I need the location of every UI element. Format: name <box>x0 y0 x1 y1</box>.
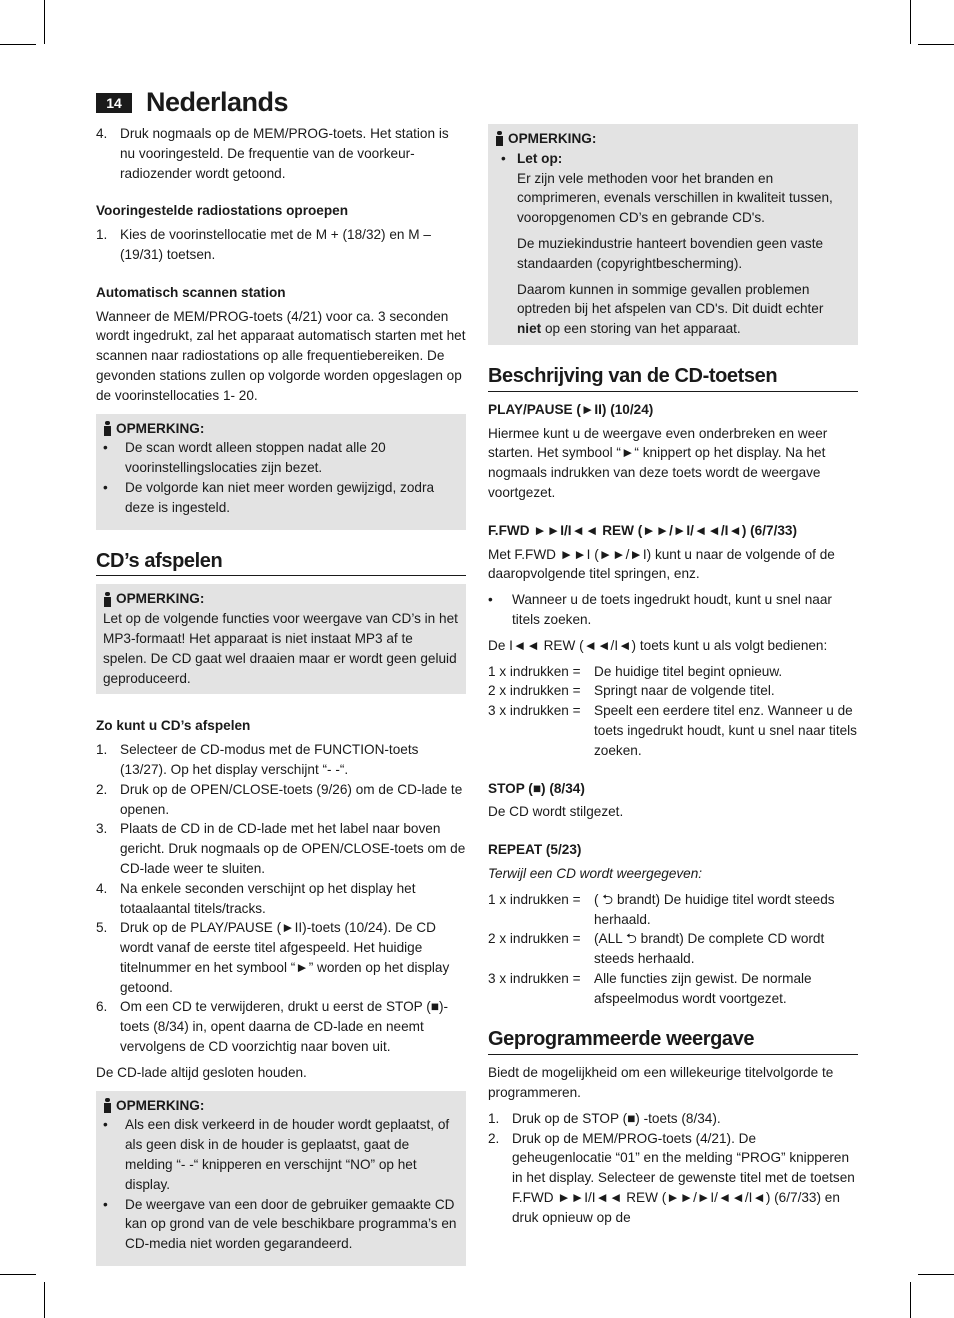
crop-mark <box>0 44 36 45</box>
note-paragraph: De muziekindustrie hanteert bovendien geen vaste standaarden (copyrightbescherming). <box>517 235 824 271</box>
crop-mark <box>44 0 45 44</box>
info-icon <box>103 1098 112 1113</box>
note-title: OPMERKING: <box>495 129 851 149</box>
intro-steps <box>96 124 466 183</box>
crop-mark <box>910 1282 911 1318</box>
closed-text: De CD-lade altijd gesloten houden. <box>96 1064 307 1080</box>
scan-heading: Automatisch scannen station <box>96 284 286 300</box>
list-item: 1. Selecteer de CD-modus met de FUNCTION-toets (13/27). Op het display verschijnt “- -“. <box>96 742 419 777</box>
preset-heading: Vooringestelde radiostations oproepen <box>96 203 349 219</box>
list-item: 3. Plaats de CD in de CD-lade met het label naar boven gericht. Druk nogmaals op de OPEN/CLOSE-toets om de CD-lade weer te sluiten. <box>96 821 466 876</box>
repeat-heading: REPEAT (5/23) <box>488 842 582 858</box>
rew-table: 1 x indrukken = De huidige titel begint opnieuw. 2 x indrukken = Springt naar de volgende titel. 3 x indrukken = Speelt een eerdere titel enz. Wanneer u de toets ingedrukt houdt, kunt u snel naar titels zoeken. <box>488 663 857 758</box>
howto-steps <box>96 740 466 1057</box>
list-item: • De volgorde kan niet meer worden gewijzigd, zodra deze is ingesteld. <box>103 479 435 515</box>
note-box <box>96 414 466 530</box>
note-letop: • Let op: Er zijn vele methoden voor het branden en comprimeren, evenals verschillen in kwaliteit tussen, vooropgenomen CD’s en gebrande CD's. De muziekindustrie hanteert bovendien geen vaste standaarden (copyrightbescherming). Daarom kunnen in sommige gevallen problemen optreden bij het afspelen van CD's. Dit duidt echter niet op een storing van het apparaat. <box>495 149 851 339</box>
right-column <box>488 124 858 1234</box>
repeat-sub: Terwijl een CD wordt weergegeven: <box>488 865 703 881</box>
list-item: • De weergave van een door de gebruiker gemaakte CD kan op grond van de vele beschikbare programma’s en CD-media niet worden gegarandeerd. <box>103 1196 457 1252</box>
info-icon <box>495 131 504 146</box>
list-item: 5. Druk op de PLAY/PAUSE (►II)-toets (10/24). De CD wordt vanaf de eerste titel afgespeeld. Het huidige titelnummer en het symbool “►” worden op het display getoond. <box>96 920 450 995</box>
left-column <box>96 124 466 1276</box>
list-item: 4. Druk nogmaals op de MEM/PROG-toets. Het station is nu vooringesteld. De frequentie van de voorkeur-radiozender wordt getoond. <box>96 126 449 181</box>
list-item: 2. Druk op de OPEN/CLOSE-toets (9/26) om de CD-lade te openen. <box>96 781 463 817</box>
list-item: 1. Druk op de STOP (■) -toets (8/34). <box>488 1110 721 1126</box>
repeat-table: 1 x indrukken = ( ⮌ brandt) De huidige titel wordt steeds herhaald. 2 x indrukken = (ALL ⮌ brandt) De complete CD wordt steeds herhaald. 3 x indrukken = Alle functies zijn gewist. De normale afspeelmodus wordt voortgezet. <box>488 891 835 1006</box>
note-list <box>103 438 459 517</box>
note-text: Let op de volgende functies voor weergave van CD’s in het MP3-formaat! Het apparaat is niet instaat MP3 af te spelen. De CD gaat wel draaien maar er wordt geen geluid geproduceerd. <box>103 611 458 686</box>
ffwd-list <box>488 590 858 630</box>
crop-mark <box>918 44 954 45</box>
list-item: • De scan wordt alleen stoppen nadat alle 20 voorinstellingslocaties zijn bezet. <box>103 440 386 476</box>
crop-mark <box>0 1274 36 1275</box>
note-title: OPMERKING: <box>103 419 459 439</box>
note-title: OPMERKING: <box>103 589 459 609</box>
crop-mark <box>918 1274 954 1275</box>
note-box <box>488 124 858 345</box>
play-heading: PLAY/PAUSE (►II) (10/24) <box>488 401 654 417</box>
ffwd-heading: F.FWD ►►I/I◄◄ REW (►►/►I/◄◄/I◄) (6/7/33) <box>488 522 798 538</box>
list-item: 2. Druk op de MEM/PROG-toets (4/21). De geheugenlocatie “01” en the melding “PROG” knipperen in het display. Selecteer de gewenste titel met de toetsen F.FWD ►►I/I◄◄ REW (►►/►I/◄◄/I◄) (6/7/33) en druk opnieuw op de <box>488 1130 855 1225</box>
note-title: OPMERKING: <box>103 1096 459 1116</box>
list-item: • Wanneer u de toets ingedrukt houdt, kunt u snel naar titels zoeken. <box>488 592 832 627</box>
page-title: Nederlands <box>146 87 289 118</box>
list-item: 6. Om een CD te verwijderen, drukt u eerst de STOP (■)-toets (8/34) in, opent daarna de CD-lade en neemt vervolgens de CD voorzichtig naar boven uit. <box>96 999 449 1055</box>
section-title-program: Geprogrammeerde weergave <box>488 1030 858 1055</box>
note-paragraph: Daarom kunnen in sommige gevallen problemen optreden bij het afspelen van CD's. Dit duidt echter niet op een storing van het apparaat. <box>517 281 824 337</box>
crop-mark <box>910 0 911 44</box>
info-icon <box>103 421 112 436</box>
note-box <box>96 584 466 694</box>
scan-text: Wanneer de MEM/PROG-toets (4/21) voor ca. 3 seconden wordt ingedrukt, zal het apparaat automatisch starten met het scannen naar radiostations op alle frequentiebereiken. De gevonden stations zullen op volgorde worden opgeslagen op de voorinstellocaties 1- 20. <box>96 308 466 403</box>
note-box <box>96 1091 466 1266</box>
list-item: • Als een disk verkeerd in de houder wordt geplaatst, of als geen disk in de houder is geplaatst, gaat de melding “- -“ knipperen en verschijnt “NO” op het display. <box>103 1117 450 1192</box>
play-text: Hiermee kunt u de weergave even onderbreken en weer starten. Het symbool “►“ knippert op het display. Na het nogmaals indrukken van deze toets wordt de weergave voortgezet. <box>488 425 828 500</box>
prog-steps <box>488 1109 858 1228</box>
ffwd-text: Met F.FWD ►►I (►►/►I) kunt u naar de volgende of de daaropvolgende titel springen, enz. <box>488 546 835 582</box>
info-icon <box>103 592 112 607</box>
rew-intro: De I◄◄ REW (◄◄/I◄) toets kunt u als volgt bedienen: <box>488 637 828 653</box>
letop-label: Let op: <box>517 150 563 166</box>
stop-text: De CD wordt stilgezet. <box>488 804 624 820</box>
section-title-cd-keys: Beschrijving van de CD-toetsen <box>488 367 858 392</box>
crop-mark <box>44 1282 45 1318</box>
page-number: 14 <box>96 93 132 113</box>
note-paragraph: Er zijn vele methoden voor het branden en comprimeren, evenals verschillen in kwaliteit tussen, vooropgenomen CD’s en gebrande CD's. <box>517 170 833 226</box>
page-header <box>96 86 288 120</box>
stop-heading: STOP (■) (8/34) <box>488 780 585 796</box>
list-item: 1. Kies de voorinstellocatie met de M + (18/32) en M – (19/31) toetsen. <box>96 227 431 262</box>
note-list <box>103 1115 459 1254</box>
list-item: 4. Na enkele seconden verschijnt op het display het totaalaantal titels/tracks. <box>96 880 416 916</box>
section-title-cd-play: CD’s afspelen <box>96 552 466 577</box>
preset-steps <box>96 225 466 265</box>
howto-heading: Zo kunt u CD’s afspelen <box>96 718 251 734</box>
prog-text: Biedt de mogelijkheid om een willekeurige titelvolgorde te programmeren. <box>488 1065 834 1101</box>
